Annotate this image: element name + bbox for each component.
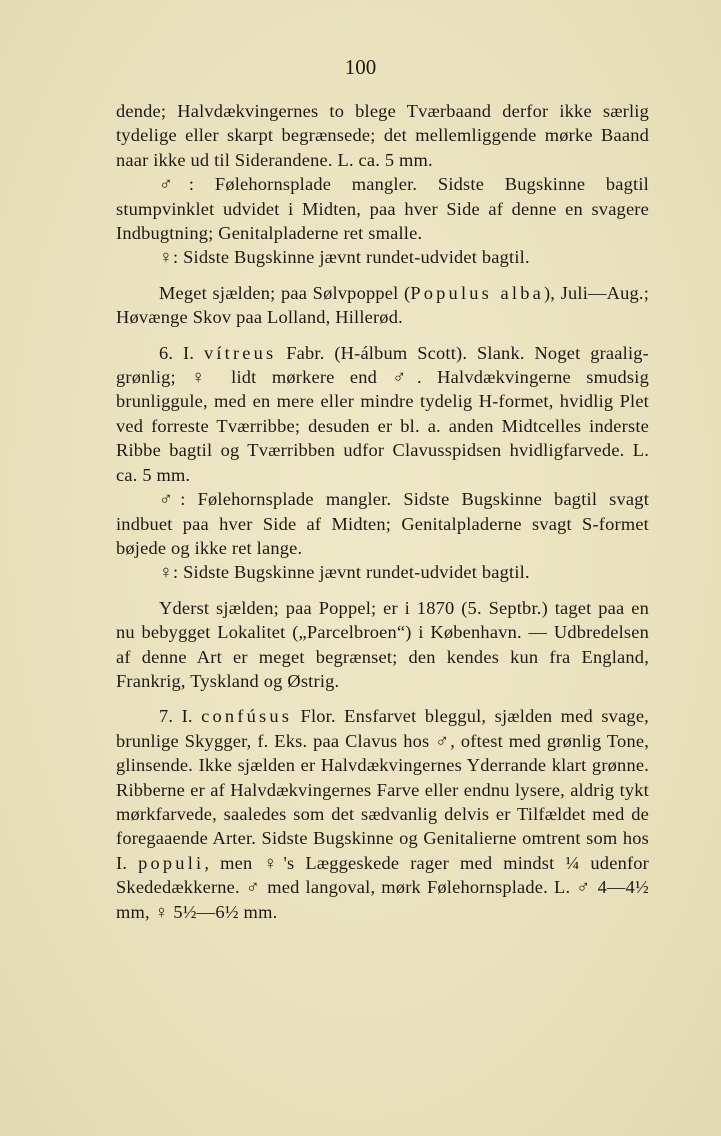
- species-name-vitreus: vítreus: [203, 342, 277, 363]
- habitat-1-after: ), Juli—Aug.; Høvænge Skov paa Lolland, Hillerød.: [116, 282, 649, 328]
- page-number: 100: [344, 55, 377, 79]
- paragraph-female-description-2: ♀: Sidste Bugskinne jævnt rundet-udvidet bagtil.: [159, 562, 530, 583]
- body-text: [116, 99, 649, 924]
- species-7-number: 7. I.: [159, 706, 202, 727]
- species-6-number: 6. I.: [159, 342, 204, 363]
- species-name-populus-alba: Populus alba: [410, 282, 544, 303]
- paragraph-habitat-1: [116, 281, 649, 330]
- paragraph-species-6: [116, 341, 649, 487]
- paragraph-male-description-1: ♂: Følehornsplade mangler. Sidste Bugskinne bagtil stumpvinklet udvidet i Midten, paa hver Side af denne en svagere Indbugtning; Genitalpladerne ret smalle.: [116, 174, 649, 244]
- paragraph-female-description-1: ♀: Sidste Bugskinne jævnt rundet-udvidet bagtil.: [159, 247, 530, 268]
- species-7-description-end: , men ♀'s Læggeskede rager med mindst ¼ udenfor Skededækkerne. ♂ med langoval, mørk Følehornsplade. L. ♂ 4—4½ mm, ♀ 5½—6½ mm.: [116, 852, 650, 922]
- species-7-description: Flor. Ensfarvet bleggul, sjælden med svage, brunlige Skygger, f. Eks. paa Clavus hos ♂, oftest med grønlig Tone, glinsende. Ikke sjælden er Halvdækvingernes Yderrande klart grønne. Ribberne er af Halvdækvingernes Farve eller endnu lysere, aldrig tykt mørkfarvede, saaledes som det sædvanlig delvis er Tilfældet med de foregaaende Arter. Sidste Bugskinne og Genitalierne omtrent som hos I.: [116, 706, 649, 873]
- habitat-1-before: Meget sjælden; paa Sølvpoppel (: [159, 282, 411, 303]
- paragraph-continuation: dende; Halvdækvingernes to blege Tværbaand derfor ikke særlig tydelige eller skarpt begrænsede; det mellemliggende mørke Baand naar ikke ud til Siderandene. L. ca. 5 mm.: [116, 101, 649, 170]
- species-6-description: Fabr. (H-álbum Scott). Slank. Noget graalig-grønlig; ♀ lidt mørkere end ♂. Halvdækvingerne smudsig brunliggule, med en mere eller mindre tydelig H-formet, hvidlig Plet ved forreste Tværribbe; desuden er bl. a. anden Midtcelles inderste Ribbe bagtil og Tværribben udfor Clavusspidsen hvidligfarvede. L. ca. 5 mm.: [116, 342, 649, 485]
- paragraph-species-7: [116, 704, 649, 924]
- paragraph-male-description-2: ♂: Følehornsplade mangler. Sidste Bugskinne bagtil svagt indbuet paa hver Side af Midten; Genitalpladerne svagt S-formet bøjede og ikke ret lange.: [116, 489, 649, 558]
- paragraph-habitat-2: Yderst sjælden; paa Poppel; er i 1870 (5. Septbr.) taget paa en nu bebygget Lokalitet („Parcelbroen“) i København. — Udbredelsen af denne Art er meget begrænset; den kendes kun fra England, Frankrig, Tyskland og Østrig.: [116, 597, 649, 691]
- species-name-populi: populi: [138, 852, 205, 873]
- species-name-confusus: confúsus: [201, 706, 293, 727]
